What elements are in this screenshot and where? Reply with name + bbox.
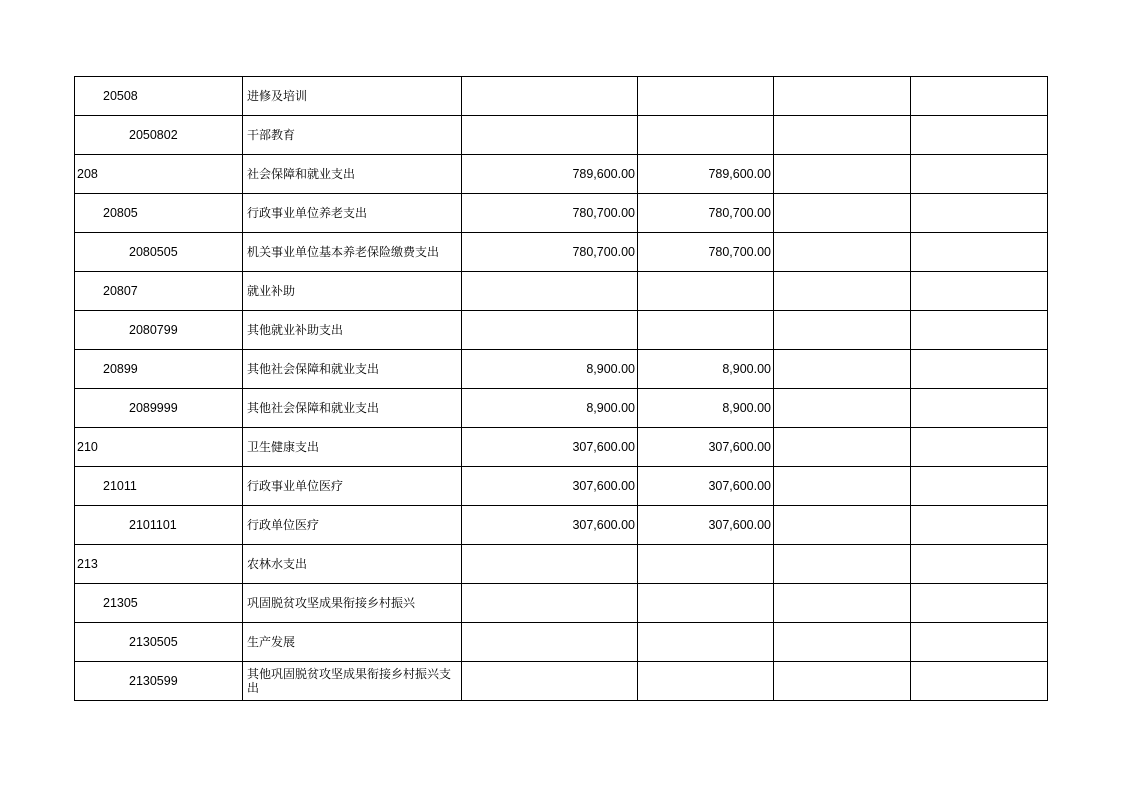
name-cell: 其他就业补助支出 [243, 311, 462, 350]
amount-cell [462, 623, 638, 662]
name-cell: 干部教育 [243, 116, 462, 155]
code-cell: 208 [75, 155, 243, 194]
amount-cell [774, 194, 911, 233]
table-row [75, 545, 1048, 584]
amount-cell: 789,600.00 [462, 155, 638, 194]
name-cell: 行政单位医疗 [243, 506, 462, 545]
amount-cell [911, 545, 1048, 584]
code-cell: 20805 [75, 194, 243, 233]
amount-cell [774, 467, 911, 506]
amount-cell [774, 545, 911, 584]
table-row [75, 272, 1048, 311]
name-cell: 巩固脱贫攻坚成果衔接乡村振兴 [243, 584, 462, 623]
name-cell: 生产发展 [243, 623, 462, 662]
name-cell: 就业补助 [243, 272, 462, 311]
table-row [75, 584, 1048, 623]
amount-cell [462, 545, 638, 584]
table-row [75, 428, 1048, 467]
amount-cell [911, 662, 1048, 701]
name-cell: 进修及培训 [243, 77, 462, 116]
amount-cell: 8,900.00 [462, 389, 638, 428]
code-cell: 213 [75, 545, 243, 584]
amount-cell [774, 155, 911, 194]
amount-cell: 307,600.00 [638, 506, 774, 545]
amount-cell: 307,600.00 [638, 428, 774, 467]
code-cell: 2080505 [75, 233, 243, 272]
amount-cell [911, 350, 1048, 389]
table-row [75, 116, 1048, 155]
amount-cell [462, 272, 638, 311]
code-cell: 2050802 [75, 116, 243, 155]
amount-cell: 780,700.00 [638, 233, 774, 272]
amount-cell [638, 584, 774, 623]
amount-cell [638, 116, 774, 155]
amount-cell [462, 662, 638, 701]
amount-cell [638, 623, 774, 662]
code-cell: 21011 [75, 467, 243, 506]
name-cell: 行政事业单位养老支出 [243, 194, 462, 233]
amount-cell [911, 311, 1048, 350]
amount-cell [911, 233, 1048, 272]
code-cell: 2101101 [75, 506, 243, 545]
table-row [75, 155, 1048, 194]
amount-cell: 8,900.00 [462, 350, 638, 389]
table-row [75, 311, 1048, 350]
amount-cell [911, 623, 1048, 662]
amount-cell: 8,900.00 [638, 350, 774, 389]
amount-cell [638, 311, 774, 350]
code-cell: 2080799 [75, 311, 243, 350]
code-cell: 20807 [75, 272, 243, 311]
name-cell: 其他巩固脱贫攻坚成果衔接乡村振兴支出 [243, 662, 462, 701]
code-cell: 210 [75, 428, 243, 467]
code-cell: 21305 [75, 584, 243, 623]
amount-cell [774, 311, 911, 350]
name-cell: 社会保障和就业支出 [243, 155, 462, 194]
name-cell: 行政事业单位医疗 [243, 467, 462, 506]
amount-cell: 307,600.00 [462, 428, 638, 467]
amount-cell: 780,700.00 [462, 194, 638, 233]
amount-cell: 789,600.00 [638, 155, 774, 194]
amount-cell: 307,600.00 [462, 506, 638, 545]
amount-cell [774, 272, 911, 311]
amount-cell: 780,700.00 [638, 194, 774, 233]
code-cell: 2130505 [75, 623, 243, 662]
name-cell: 其他社会保障和就业支出 [243, 389, 462, 428]
amount-cell [774, 233, 911, 272]
amount-cell [774, 662, 911, 701]
amount-cell [774, 389, 911, 428]
code-cell: 2130599 [75, 662, 243, 701]
amount-cell: 780,700.00 [462, 233, 638, 272]
amount-cell [638, 77, 774, 116]
amount-cell: 8,900.00 [638, 389, 774, 428]
amount-cell: 307,600.00 [638, 467, 774, 506]
amount-cell [774, 506, 911, 545]
amount-cell [774, 428, 911, 467]
amount-cell [774, 77, 911, 116]
table-row [75, 506, 1048, 545]
table-row [75, 233, 1048, 272]
amount-cell [911, 272, 1048, 311]
amount-cell [911, 506, 1048, 545]
amount-cell [774, 584, 911, 623]
name-cell: 农林水支出 [243, 545, 462, 584]
code-cell: 20508 [75, 77, 243, 116]
amount-cell [774, 116, 911, 155]
amount-cell [638, 662, 774, 701]
amount-cell [911, 194, 1048, 233]
budget-table [74, 76, 1048, 701]
name-cell: 其他社会保障和就业支出 [243, 350, 462, 389]
table-row [75, 467, 1048, 506]
amount-cell [462, 584, 638, 623]
amount-cell [911, 389, 1048, 428]
name-cell: 机关事业单位基本养老保险缴费支出 [243, 233, 462, 272]
amount-cell [462, 77, 638, 116]
name-cell: 卫生健康支出 [243, 428, 462, 467]
amount-cell [911, 467, 1048, 506]
table-row [75, 389, 1048, 428]
table-row [75, 662, 1048, 701]
code-cell: 20899 [75, 350, 243, 389]
amount-cell [911, 77, 1048, 116]
amount-cell: 307,600.00 [462, 467, 638, 506]
amount-cell [774, 350, 911, 389]
amount-cell [638, 545, 774, 584]
amount-cell [462, 116, 638, 155]
table-row [75, 623, 1048, 662]
table-row [75, 350, 1048, 389]
code-cell: 2089999 [75, 389, 243, 428]
amount-cell [911, 116, 1048, 155]
amount-cell [774, 623, 911, 662]
amount-cell [911, 428, 1048, 467]
table-row [75, 194, 1048, 233]
amount-cell [638, 272, 774, 311]
table-row [75, 77, 1048, 116]
amount-cell [911, 155, 1048, 194]
amount-cell [911, 584, 1048, 623]
amount-cell [462, 311, 638, 350]
